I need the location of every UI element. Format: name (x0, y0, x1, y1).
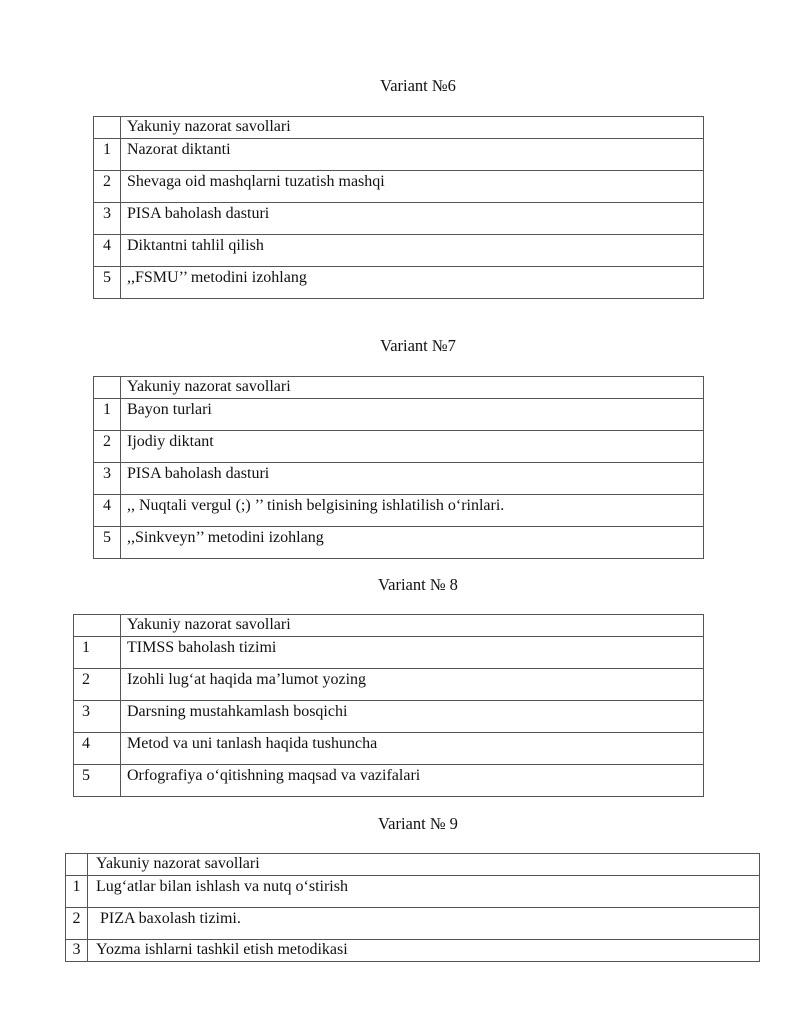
header-cell: Yakuniy nazorat savollari (121, 615, 704, 637)
row-question: Darsning mustahkamlash bosqichi (121, 701, 704, 733)
row-question: Shevaga oid mashqlarni tuzatish mashqi (121, 171, 704, 203)
variant-9-title: Variant № 9 (378, 814, 458, 833)
row-question: Metod va uni tanlash haqida tushuncha (121, 733, 704, 765)
row-number: 1 (74, 637, 121, 669)
variant-7-table (93, 376, 704, 559)
table-row (66, 876, 760, 908)
row-number: 2 (94, 431, 121, 463)
variant-7-title: Variant №7 (380, 336, 456, 355)
row-question: Nazorat diktanti (121, 139, 704, 171)
table-row (66, 940, 760, 962)
row-number: 1 (66, 876, 88, 908)
header-cell: Yakuniy nazorat savollari (88, 854, 760, 876)
row-number: 2 (74, 669, 121, 701)
row-number: 5 (94, 527, 121, 559)
row-number: 3 (74, 701, 121, 733)
variant-8-table (73, 614, 704, 797)
row-question: Yozma ishlarni tashkil etish metodikasi (88, 940, 760, 962)
table-row (74, 637, 704, 669)
row-number: 1 (94, 139, 121, 171)
row-number: 5 (74, 765, 121, 797)
table-row (74, 701, 704, 733)
row-question: ,,Sinkveyn’’ metodini izohlang (121, 527, 704, 559)
header-num-cell (94, 377, 121, 399)
table-row (94, 203, 704, 235)
row-number: 3 (66, 940, 88, 962)
table-row (74, 765, 704, 797)
variant-6-table (93, 116, 704, 299)
row-question: TIMSS baholash tizimi (121, 637, 704, 669)
table-header-row (74, 615, 704, 637)
table-row (94, 431, 704, 463)
table-row (94, 235, 704, 267)
row-number: 4 (94, 495, 121, 527)
table-row (94, 527, 704, 559)
row-question: PISA baholash dasturi (121, 203, 704, 235)
row-number: 3 (94, 203, 121, 235)
table-row (94, 171, 704, 203)
table-header-row (66, 854, 760, 876)
header-num-cell (74, 615, 121, 637)
row-number: 2 (94, 171, 121, 203)
row-number: 4 (74, 733, 121, 765)
row-number: 3 (94, 463, 121, 495)
row-question: PIZA baxolash tizimi. (88, 908, 760, 940)
table-row (66, 908, 760, 940)
table-row (74, 669, 704, 701)
row-question: ,, Nuqtali vergul (;) ’’ tinish belgisining ishlatilish o‘rinlari. (121, 495, 704, 527)
header-cell: Yakuniy nazorat savollari (121, 117, 704, 139)
variant-8-title: Variant № 8 (378, 575, 458, 594)
row-question: Bayon turlari (121, 399, 704, 431)
row-question: Izohli lug‘at haqida ma’lumot yozing (121, 669, 704, 701)
table-row (94, 495, 704, 527)
row-question: PISA baholash dasturi (121, 463, 704, 495)
table-header-row (94, 377, 704, 399)
row-question: ,,FSMU’’ metodini izohlang (121, 267, 704, 299)
table-row (74, 733, 704, 765)
variant-9-table (65, 853, 760, 962)
variant-6-title: Variant №6 (380, 76, 456, 95)
row-number: 4 (94, 235, 121, 267)
row-number: 2 (66, 908, 88, 940)
table-header-row (94, 117, 704, 139)
header-num-cell (66, 854, 88, 876)
row-question: Diktantni tahlil qilish (121, 235, 704, 267)
row-question: Orfografiya o‘qitishning maqsad va vazifalari (121, 765, 704, 797)
table-row (94, 139, 704, 171)
row-number: 5 (94, 267, 121, 299)
table-row (94, 399, 704, 431)
row-question: Ijodiy diktant (121, 431, 704, 463)
table-row (94, 267, 704, 299)
row-number: 1 (94, 399, 121, 431)
row-question: Lug‘atlar bilan ishlash va nutq o‘stirish (88, 876, 760, 908)
header-cell: Yakuniy nazorat savollari (121, 377, 704, 399)
header-num-cell (94, 117, 121, 139)
table-row (94, 463, 704, 495)
